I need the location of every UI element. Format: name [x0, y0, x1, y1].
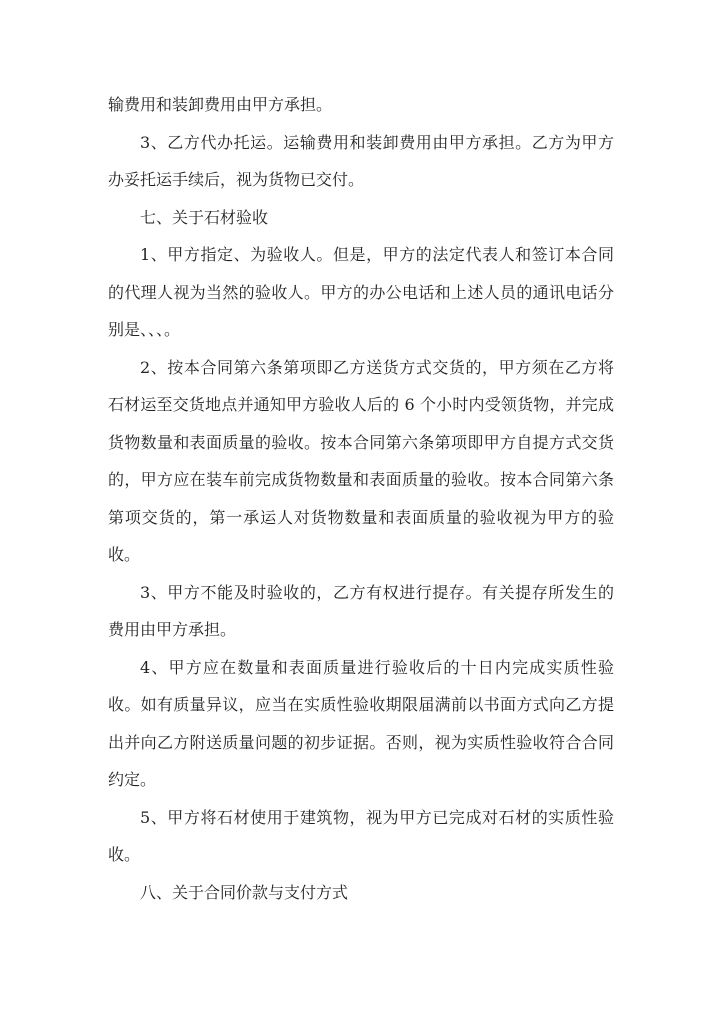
section-heading-7: 七、关于石材验收: [140, 207, 269, 227]
section-heading-8: 八、关于合同价款与支付方式: [140, 882, 349, 902]
paragraph-clause-4: 4、甲方应在数量和表面质量进行验收后的十日内完成实质性验收。如有质量异议，应当在实质性验收期限届满前以书面方式向乙方提出并向乙方附送质量问题的初步证据。否则，视为实质性验收符合合同约定。: [108, 657, 614, 789]
paragraph-continuation: 输费用和装卸费用由甲方承担。: [108, 95, 333, 114]
paragraph-clause-3: 3、乙方代办托运。运输费用和装卸费用由甲方承担。乙方为甲方办妥托运手续后，视为货物已交付。: [108, 132, 614, 189]
paragraph-clause-3b: 3、甲方不能及时验收的，乙方有权进行提存。有关提存所发生的费用由甲方承担。: [108, 582, 614, 639]
document-body: [108, 86, 614, 911]
paragraph-clause-2: 2、按本合同第六条第项即乙方送货方式交货的，甲方须在乙方将石材运至交货地点并通知甲方验收人后的 6 个小时内受领货物，并完成货物数量和表面质量的验收。按本合同第六条第项即甲方自提方式交货的，甲方应在装车前完成货物数量和表面质量的验收。按本合同第六条第项交货的，第一承运人对货物数量和表面质量的验收视为甲方的验收。: [108, 357, 614, 564]
paragraph-clause-5: 5、甲方将石材使用于建筑物，视为甲方已完成对石材的实质性验收。: [108, 807, 614, 864]
paragraph-clause-1: 1、甲方指定、为验收人。但是，甲方的法定代表人和签订本合同的代理人视为当然的验收人。甲方的办公电话和上述人员的通讯电话分别是、、、。: [108, 245, 614, 339]
